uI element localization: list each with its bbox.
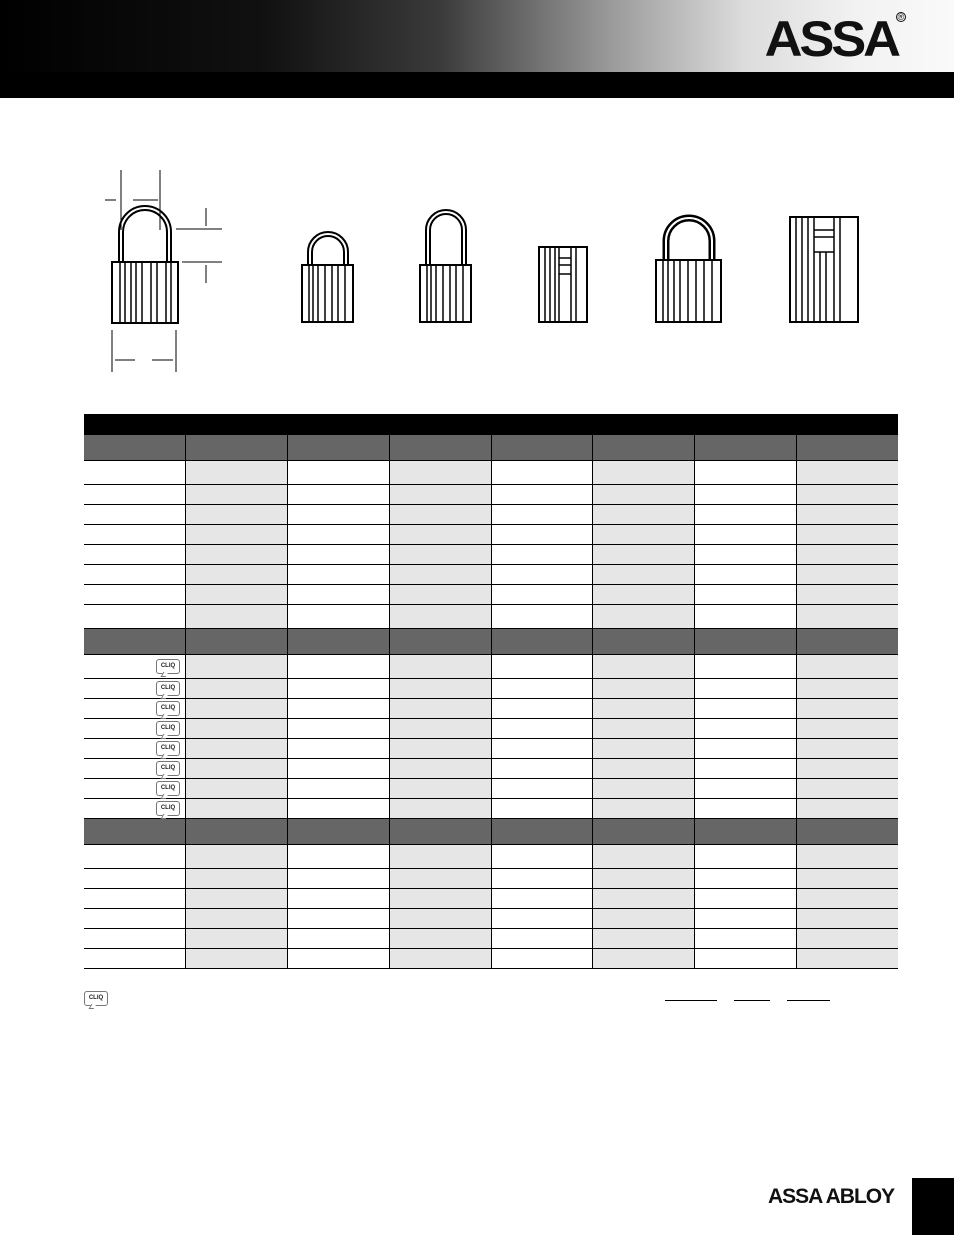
table-row bbox=[84, 585, 898, 605]
table-row bbox=[84, 909, 898, 929]
legend bbox=[84, 990, 108, 1008]
table-row bbox=[84, 525, 898, 545]
table-row bbox=[84, 889, 898, 909]
table-row bbox=[84, 759, 898, 779]
cliq-icon: CLIQ bbox=[156, 801, 180, 816]
padlock-long-shackle bbox=[420, 212, 471, 322]
padlock-dimensioned bbox=[105, 170, 222, 372]
table-row bbox=[84, 461, 898, 485]
cliq-icon: CLIQ bbox=[156, 741, 180, 756]
table-row bbox=[84, 655, 898, 679]
section-header-1 bbox=[84, 435, 898, 461]
table-row bbox=[84, 739, 898, 759]
table-row bbox=[84, 929, 898, 949]
padlock-shrouded-small bbox=[539, 247, 587, 322]
underline-3 bbox=[787, 1000, 830, 1001]
table-row bbox=[84, 949, 898, 969]
table-row bbox=[84, 799, 898, 819]
page-tab bbox=[912, 1178, 954, 1235]
section-header-2 bbox=[84, 629, 898, 655]
table-row bbox=[84, 845, 898, 869]
cliq-icon: CLIQ bbox=[156, 781, 180, 796]
table-row bbox=[84, 605, 898, 629]
padlock-small bbox=[302, 234, 353, 322]
header-bar bbox=[0, 72, 954, 98]
table-row bbox=[84, 679, 898, 699]
table-row bbox=[84, 485, 898, 505]
cliq-icon: CLIQ bbox=[156, 721, 180, 736]
underline-1 bbox=[665, 1000, 717, 1001]
registered-mark: ® bbox=[897, 12, 905, 22]
assa-logo: ASSA bbox=[764, 11, 898, 67]
spec-table bbox=[84, 414, 898, 969]
table-row bbox=[84, 869, 898, 889]
cliq-icon: CLIQ bbox=[84, 991, 108, 1006]
table-row bbox=[84, 545, 898, 565]
cliq-icon: CLIQ bbox=[156, 761, 180, 776]
assa-abloy-logo: ASSA ABLOY bbox=[768, 1185, 895, 1208]
cliq-icon: CLIQ bbox=[156, 701, 180, 716]
table-row bbox=[84, 565, 898, 585]
underline-2 bbox=[734, 1000, 770, 1001]
padlock-drawings bbox=[0, 150, 954, 380]
padlock-shrouded-large bbox=[790, 217, 858, 322]
section-header-3 bbox=[84, 819, 898, 845]
cliq-icon: CLIQ bbox=[156, 659, 180, 674]
table-header-bar bbox=[84, 414, 898, 435]
table-row bbox=[84, 779, 898, 799]
cliq-icon: CLIQ bbox=[156, 681, 180, 696]
table-row bbox=[84, 719, 898, 739]
table-row bbox=[84, 699, 898, 719]
padlock-large bbox=[656, 218, 721, 322]
header-banner bbox=[0, 0, 954, 72]
table-row bbox=[84, 505, 898, 525]
